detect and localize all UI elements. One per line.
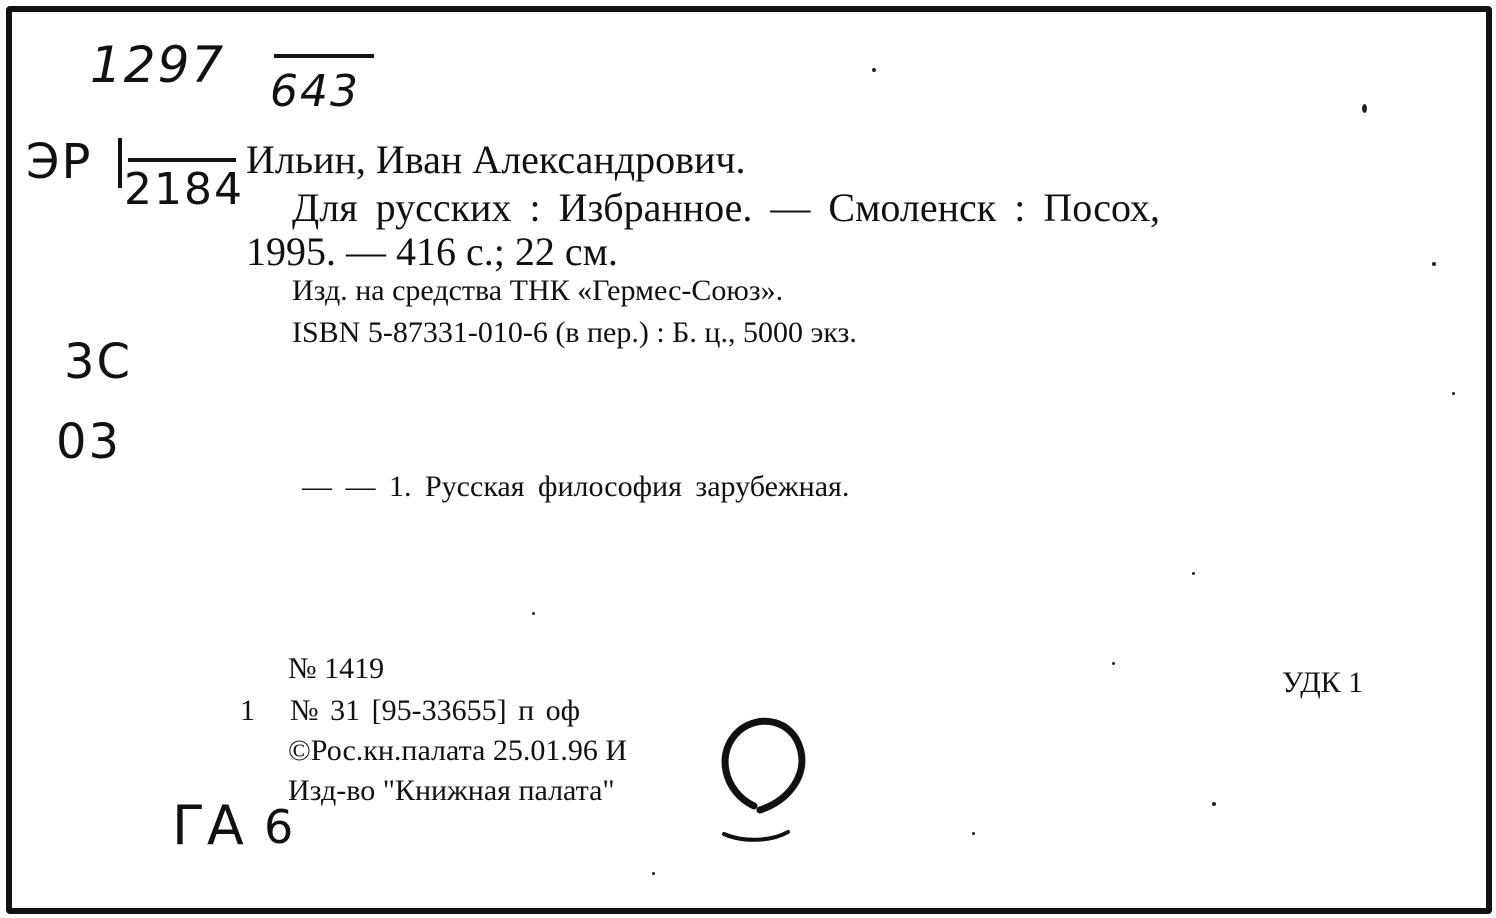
- handwritten-er-prefix: ЭР: [26, 134, 93, 190]
- footer-udc: УДК 1: [1282, 666, 1364, 699]
- fraction-line-er: [128, 158, 236, 162]
- fraction-line-top: [274, 54, 374, 58]
- handdrawn-loop-mark: [706, 708, 826, 848]
- handwritten-shelf-number: 1297: [90, 36, 226, 94]
- entry-imprint-line: 1995. — 416 с.; 22 см.: [246, 229, 618, 274]
- footer-copy-count: 1: [240, 694, 255, 727]
- catalog-card: [6, 6, 1492, 914]
- handwritten-er-number: 2184: [124, 164, 244, 215]
- footer-number-2: № 31 [95-33655] п оф: [290, 694, 581, 727]
- entry-title-line: Для русских : Избранное. — Смоленск : Посох,: [292, 185, 1160, 230]
- entry-subject-line: — — 1. Русская философия зарубежная.: [302, 470, 850, 503]
- entry-funding-note: Изд. на средства ТНК «Гермес-Союз».: [292, 274, 784, 307]
- handwritten-mark-3c: 3C: [64, 334, 133, 390]
- entry-author: Ильин, Иван Александрович.: [246, 137, 746, 182]
- er-bracket: [118, 138, 122, 188]
- handwritten-shelf-fraction: 643: [270, 66, 360, 117]
- handwritten-mark-ga: ГА: [172, 794, 246, 857]
- footer-publisher-line: Изд-во "Книжная палата": [288, 774, 615, 807]
- entry-isbn-line: ISBN 5-87331-010-6 (в пер.) : Б. ц., 5000 экз.: [292, 316, 857, 349]
- footer-chamber-line: ©Рос.кн.палата 25.01.96 И: [288, 734, 628, 767]
- handwritten-mark-03: 03: [56, 414, 122, 470]
- footer-number-1: № 1419: [288, 652, 385, 685]
- handwritten-mark-6: 6: [264, 800, 296, 854]
